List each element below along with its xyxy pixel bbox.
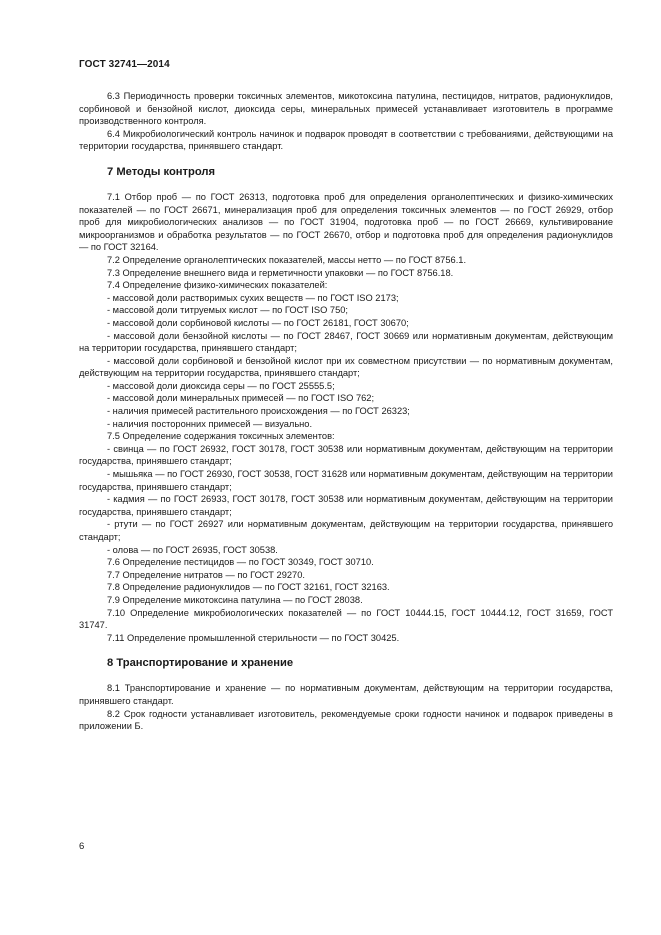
list-item-7-4-1: - массовой доли растворимых сухих веществ — по ГОСТ ISO 2173;	[107, 292, 399, 303]
paragraph-7-9: 7.9 Определение микотоксина патулина — по ГОСТ 28038.	[107, 594, 363, 605]
list-item-7-4-7: - массовой доли минеральных примесей — по ГОСТ ISO 762;	[107, 393, 375, 404]
paragraph-8-2: 8.2 Срок годности устанавливает изготовитель, рекомендуемые сроки годности начинок и подварок приведены в приложении Б.	[79, 708, 613, 732]
paragraph-7-7: 7.7 Определение нитратов — по ГОСТ 29270.	[107, 569, 305, 580]
paragraph-7-5: 7.5 Определение содержания токсичных элементов:	[107, 431, 335, 442]
paragraph-7-6: 7.6 Определение пестицидов — по ГОСТ 30349, ГОСТ 30710.	[107, 557, 374, 568]
paragraph-7-2: 7.2 Определение органолептических показателей, массы нетто — по ГОСТ 8756.1.	[107, 254, 467, 265]
list-item-7-4-6: - массовой доли диоксида серы — по ГОСТ 25555.5;	[107, 380, 335, 391]
section-8-title: 8 Транспортирование и хранение	[107, 657, 294, 670]
list-item-7-4-2: - массовой доли титруемых кислот — по ГОСТ ISO 750;	[107, 305, 348, 316]
document-code: ГОСТ 32741—2014	[79, 59, 170, 70]
paragraph-7-11: 7.11 Определение промышленной стерильности — по ГОСТ 30425.	[107, 632, 400, 643]
page-number: 6	[79, 841, 85, 852]
document-body	[79, 90, 613, 733]
paragraph-6-3: 6.3 Периодичность проверки токсичных элементов, микотоксина патулина, пестицидов, нитратов, радионуклидов, сорбиновой и бензойной кислот, диоксида серы, минеральных примесей устанавливает изготовитель в программе производственного контроля.	[79, 91, 613, 127]
paragraph-6-4: 6.4 Микробиологический контроль начинок и подварок проводят в соответствии с требованиями, действующими на территории государства, принявшего стандарт.	[79, 128, 613, 152]
list-item-7-5-4: - ртути — по ГОСТ 26927 или нормативным документам, действующим на территории государства, принявшего стандарт;	[79, 519, 613, 542]
list-item-7-5-5: - олова — по ГОСТ 26935, ГОСТ 30538.	[107, 544, 278, 555]
section-7-title: 7 Методы контроля	[107, 165, 216, 178]
paragraph-7-10: 7.10 Определение микробиологических показателей — по ГОСТ 10444.15, ГОСТ 10444.12, ГОСТ 31659, ГОСТ 31747.	[79, 607, 613, 631]
list-item-7-4-3: - массовой доли сорбиновой кислоты — по ГОСТ 26181, ГОСТ 30670;	[107, 317, 409, 328]
list-item-7-4-4: - массовой доли бензойной кислоты — по ГОСТ 28467, ГОСТ 30669 или нормативным документам, действующим на территории государства, принявшего стандарт;	[79, 330, 613, 354]
paragraph-7-4: 7.4 Определение физико-химических показателей:	[107, 280, 328, 291]
list-item-7-4-8: - наличия примесей растительного происхождения — по ГОСТ 26323;	[107, 406, 410, 417]
list-item-7-4-9: - наличия посторонних примесей — визуально.	[107, 418, 313, 429]
paragraph-7-1: 7.1 Отбор проб — по ГОСТ 26313, подготовка проб для определения органолептических и физико-химических показателей — по ГОСТ 26671, минерализация проб для определения токсичных элементов — по ГОСТ 26929, отбор проб для микробиологических анализов — по ГОСТ 31904, подготовка проб — по ГОСТ 26669, культивирование микроорганизмов и обработка результатов — по ГОСТ 26670, отбор и подготовка проб для определения радионуклидов — по ГОСТ 32164.	[79, 191, 613, 253]
paragraph-7-8: 7.8 Определение радионуклидов — по ГОСТ 32161, ГОСТ 32163.	[107, 582, 390, 593]
list-item-7-5-1: - свинца — по ГОСТ 26932, ГОСТ 30178, ГОСТ 30538 или нормативным документам, действующим на территории государства, принявшего стандарт;	[79, 443, 613, 467]
paragraph-7-3: 7.3 Определение внешнего вида и герметичности упаковки — по ГОСТ 8756.18.	[107, 267, 454, 278]
list-item-7-4-5: - массовой доли сорбиновой и бензойной кислот при их совместном присутствии — по нормативным документам, действующим на территории государства, принявшего стандарт;	[79, 355, 613, 379]
list-item-7-5-3: - кадмия — по ГОСТ 26933, ГОСТ 30178, ГОСТ 30538 или нормативным документам, действующим на территории государства, принявшего стандарт;	[79, 494, 613, 517]
paragraph-8-1: 8.1 Транспортирование и хранение — по нормативным документам, действующим на территории государства, принявшего стандарт.	[79, 683, 613, 706]
list-item-7-5-2: - мышьяка — по ГОСТ 26930, ГОСТ 30538, ГОСТ 31628 или нормативным документам, действующим на территории государства, принявшего стандарт;	[79, 469, 613, 492]
